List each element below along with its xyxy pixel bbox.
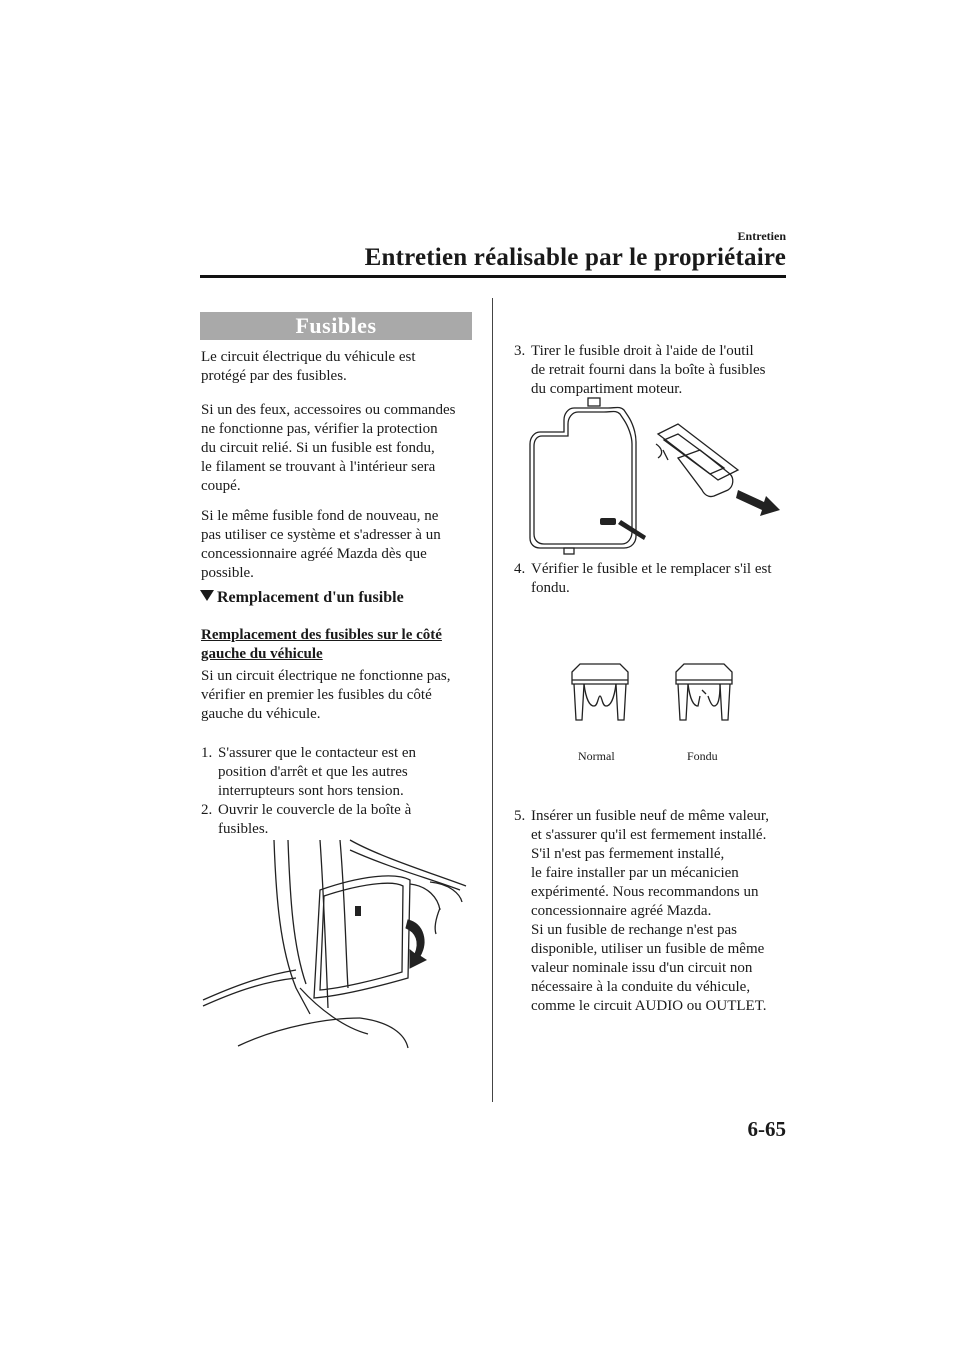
text-line: Tirer le fusible droit à l'aide de l'outil	[531, 343, 754, 359]
section-banner: Fusibles	[200, 312, 472, 340]
step-5	[514, 807, 769, 1016]
heading-line: gauche du véhicule	[201, 646, 323, 662]
step-number: 3.	[514, 343, 526, 359]
text-line: du circuit relié. Si un fusible est fondu,	[201, 440, 435, 456]
text-line: valeur nominale issu d'un circuit non	[531, 960, 753, 976]
intro-paragraph	[201, 348, 415, 386]
text-line: Si un circuit électrique ne fonctionne pas,	[201, 668, 451, 684]
step-2	[201, 801, 411, 839]
check-paragraph	[201, 401, 456, 496]
header-rule	[200, 275, 786, 278]
step-4	[514, 560, 772, 598]
latch-icon	[355, 906, 361, 916]
text-line: fondu.	[531, 580, 570, 596]
fuses-illustration	[566, 660, 736, 726]
text-line: Si le même fusible fond de nouveau, ne	[201, 508, 439, 524]
text-line: Le circuit électrique du véhicule est	[201, 349, 416, 365]
section-label: Entretien	[737, 229, 786, 243]
text-line: interrupteurs sont hors tension.	[218, 783, 404, 799]
blown-label: Fondu	[687, 749, 718, 763]
text-line: Ouvrir le couvercle de la boîte à	[218, 802, 412, 818]
step-number: 5.	[514, 808, 526, 824]
text-line: possible.	[201, 565, 254, 581]
blown-fuse-icon	[676, 664, 732, 720]
subheading	[200, 589, 404, 607]
text-line: nécessaire à la conduite du véhicule,	[531, 979, 751, 995]
step-1	[201, 744, 416, 801]
text-line: fusibles.	[218, 821, 269, 837]
fuse-box-cover-illustration	[200, 838, 472, 1048]
text-line: Si un fusible de rechange n'est pas	[531, 922, 737, 938]
normal-label: Normal	[578, 749, 615, 763]
left-side-paragraph	[201, 667, 451, 724]
text-line: pas utiliser ce système et s'adresser à un	[201, 527, 441, 543]
text-line: et s'assurer qu'il est fermement installé.	[531, 827, 767, 843]
underlined-heading	[201, 626, 442, 664]
text-line: disponible, utiliser un fusible de même	[531, 941, 765, 957]
text-line: Vérifier le fusible et le remplacer s'il est	[531, 561, 772, 577]
text-line: Insérer un fusible neuf de même valeur,	[531, 808, 770, 824]
text-line: protégé par des fusibles.	[201, 368, 347, 384]
warning-paragraph	[201, 507, 441, 583]
text-line: gauche du véhicule.	[201, 706, 321, 722]
text-line: Si un des feux, accessoires ou commandes	[201, 402, 456, 418]
pull-arrow-icon	[736, 490, 780, 516]
text-line: vérifier en premier les fusibles du côté	[201, 687, 432, 703]
text-line: du compartiment moteur.	[531, 381, 683, 397]
subheading-text: Remplacement d'un fusible	[217, 589, 404, 606]
text-line: position d'arrêt et que les autres	[218, 764, 408, 780]
fuse-puller-illustration	[528, 398, 798, 554]
heading-line: Remplacement des fusibles sur le côté	[201, 627, 442, 643]
text-line: S'il n'est pas fermement installé,	[531, 846, 725, 862]
text-line: concessionnaire agréé Mazda dès que	[201, 546, 427, 562]
page-number: 6-65	[747, 1117, 786, 1141]
text-line: le filament se trouvant à l'intérieur sera	[201, 459, 436, 475]
text-line: comme le circuit AUDIO ou OUTLET.	[531, 998, 767, 1014]
step-number: 4.	[514, 561, 526, 577]
text-line: coupé.	[201, 478, 241, 494]
normal-fuse-icon	[572, 664, 628, 720]
text-line: ne fonctionne pas, vérifier la protection	[201, 421, 438, 437]
text-line: S'assurer que le contacteur est en	[218, 745, 417, 761]
page-title: Entretien réalisable par le propriétaire	[364, 244, 786, 271]
column-divider	[492, 298, 493, 1102]
fuse-slot-icon	[600, 518, 616, 525]
step-number: 1.	[201, 745, 213, 761]
triangle-icon	[200, 590, 214, 601]
text-line: concessionnaire agréé Mazda.	[531, 903, 712, 919]
text-line: expérimenté. Nous recommandons un	[531, 884, 759, 900]
text-line: de retrait fourni dans la boîte à fusibles	[531, 362, 766, 378]
step-number: 2.	[201, 802, 213, 818]
step-3	[514, 342, 766, 399]
text-line: le faire installer par un mécanicien	[531, 865, 739, 881]
